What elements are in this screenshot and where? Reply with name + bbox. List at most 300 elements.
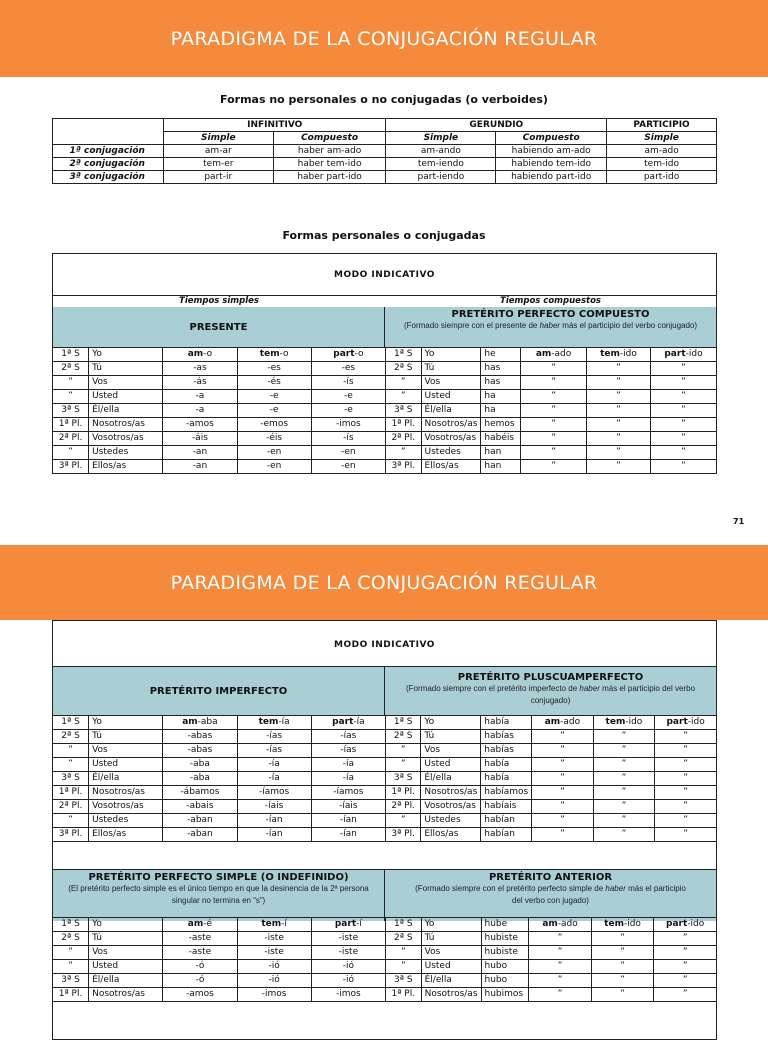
person-number: 1ª Pl. <box>386 786 421 800</box>
verb-form: -iste <box>237 946 311 960</box>
verb-form: tem-ido <box>586 348 650 362</box>
person-number: 3ª S <box>386 772 421 786</box>
pronoun: Nosotros/as <box>89 786 163 800</box>
pronoun: Él/ella <box>421 974 481 988</box>
verb-form: am-ado <box>521 348 587 362</box>
pronoun: Ustedes <box>421 814 481 828</box>
imperfecto-grid <box>52 715 386 842</box>
verb-form: -ías <box>237 730 311 744</box>
verb-form: ” <box>529 932 591 946</box>
verb-form: ” <box>650 460 716 474</box>
verb-form: ” <box>521 404 587 418</box>
table-row <box>53 814 386 828</box>
verb-form: part-ido <box>654 918 717 932</box>
verb-form: -ió <box>311 974 385 988</box>
verb-form: ” <box>593 828 655 842</box>
verb-form: -ís <box>311 376 385 390</box>
banner-title: PARADIGMA DE LA CONJUGACIÓN REGULAR <box>170 27 598 50</box>
person-number: 2ª S <box>53 730 89 744</box>
person-number: 2ª S <box>53 932 89 946</box>
pronoun: Vos <box>89 946 163 960</box>
table-row <box>53 171 717 184</box>
pronoun: Él/ella <box>89 974 163 988</box>
verb-form: am-o <box>163 348 237 362</box>
verb-form: part-o <box>311 348 385 362</box>
verb-form: -aban <box>163 814 237 828</box>
verb-form: -a <box>163 390 237 404</box>
auxiliary: hube <box>481 918 529 932</box>
auxiliary: has <box>481 376 521 390</box>
table-row <box>386 432 717 446</box>
table-row <box>53 460 386 474</box>
table-row <box>53 390 386 404</box>
person-number: 3ª Pl. <box>386 828 421 842</box>
table-cell: habiendo tem-ido <box>496 158 607 171</box>
auxiliary: había <box>481 758 532 772</box>
table-row <box>386 772 717 786</box>
table-row <box>386 362 717 376</box>
person-number: 1ª Pl. <box>386 418 422 432</box>
subheader: Compuesto <box>273 132 386 145</box>
person-number: ” <box>386 814 421 828</box>
perfecto-simple-grid <box>52 917 386 1002</box>
presente-grid <box>52 347 386 474</box>
corner-cell <box>53 119 164 145</box>
person-number: 1ª Pl. <box>53 786 89 800</box>
verb-form: -ó <box>163 974 237 988</box>
verb-form: -ía <box>311 772 385 786</box>
verb-form: -en <box>311 446 385 460</box>
verb-form: -éis <box>237 432 311 446</box>
row-label: 2ª conjugación <box>53 158 164 171</box>
subheader: Compuesto <box>496 132 607 145</box>
verb-form: ” <box>654 932 717 946</box>
verb-form: part-í <box>311 918 385 932</box>
verb-form: -ás <box>163 376 237 390</box>
pluscuamperfecto-note: (Formado siempre con el pretérito imperfecto de haber más el participio del verbo conjugado) <box>405 684 696 705</box>
section-title-no-personales: Formas no personales o no conjugadas (o verboides) <box>220 93 548 106</box>
table-row <box>53 772 386 786</box>
verb-form: -ábamos <box>163 786 237 800</box>
pronoun: Vos <box>421 376 481 390</box>
table-cell: part-ido <box>607 171 717 184</box>
verb-form: -es <box>311 362 385 376</box>
verb-form: am-ado <box>529 918 591 932</box>
person-number: ” <box>53 814 89 828</box>
table-modo-indicativo-1 <box>52 253 717 474</box>
person-number: 1ª S <box>53 348 89 362</box>
verb-form: ” <box>654 960 717 974</box>
verb-form: ” <box>529 974 591 988</box>
verb-form: am-ado <box>532 716 593 730</box>
auxiliary: habían <box>481 814 532 828</box>
table-modo-indicativo-2 <box>52 620 717 1040</box>
verb-form: ” <box>655 744 717 758</box>
person-number: ” <box>53 758 89 772</box>
pronoun: Nosotros/as <box>89 988 163 1002</box>
verb-form: ” <box>532 828 593 842</box>
person-number: 3ª S <box>53 404 89 418</box>
verb-form: tem-ido <box>591 918 654 932</box>
auxiliary: has <box>481 362 521 376</box>
perfecto-compuesto-header <box>385 307 716 347</box>
imperfecto-title: PRETÉRITO IMPERFECTO <box>149 686 288 697</box>
person-number: ” <box>386 446 422 460</box>
person-number: ” <box>53 946 89 960</box>
person-number: ” <box>386 946 422 960</box>
table-row <box>53 918 386 932</box>
verb-form: ” <box>532 730 593 744</box>
table-row <box>386 418 717 432</box>
table-row <box>53 376 386 390</box>
verb-form: ” <box>654 946 717 960</box>
person-number: 1ª Pl. <box>53 988 89 1002</box>
verb-form: tem-ido <box>593 716 655 730</box>
pluscuamperfecto-header <box>385 666 716 716</box>
verb-form: ” <box>591 946 654 960</box>
auxiliary: ha <box>481 404 521 418</box>
pronoun: Vosotros/as <box>89 432 163 446</box>
verb-form: -amos <box>163 418 237 432</box>
table-row <box>386 390 717 404</box>
pronoun: Vos <box>89 376 163 390</box>
imperfecto-header <box>53 666 385 716</box>
verb-form: tem-ía <box>237 716 311 730</box>
person-number: 2ª Pl. <box>53 800 89 814</box>
person-number: 2ª S <box>386 932 422 946</box>
verb-form: part-ido <box>655 716 717 730</box>
page-banner <box>0 0 768 77</box>
pronoun: Usted <box>421 390 481 404</box>
verb-form: -en <box>237 460 311 474</box>
verb-form: -en <box>237 446 311 460</box>
verb-form: part-ido <box>650 348 716 362</box>
modo-title: MODO INDICATIVO <box>334 640 435 650</box>
auxiliary: habían <box>481 828 532 842</box>
verb-form: -amos <box>163 988 237 1002</box>
verb-form: ” <box>586 376 650 390</box>
verb-form: ” <box>521 376 587 390</box>
verb-form: -abas <box>163 730 237 744</box>
anterior-note: (Formado siempre con el pretérito perfecto simple de haber más el participio del verbo con jugado) <box>415 884 686 905</box>
verb-form: ” <box>532 772 593 786</box>
verb-form: -ís <box>311 432 385 446</box>
verb-form: -ió <box>311 960 385 974</box>
verb-form: ” <box>521 390 587 404</box>
verb-form: ” <box>593 786 655 800</box>
subheader: Simple <box>386 132 496 145</box>
table-cell: haber am-ado <box>273 145 386 158</box>
verb-form: ” <box>529 946 591 960</box>
verb-form: -aste <box>163 946 237 960</box>
verb-form: ” <box>650 432 716 446</box>
auxiliary: he <box>481 348 521 362</box>
table-row <box>53 716 386 730</box>
table-cell: am-ar <box>163 145 273 158</box>
person-number: 3ª Pl. <box>53 460 89 474</box>
verb-form: ” <box>593 772 655 786</box>
row-label: 1ª conjugación <box>53 145 164 158</box>
pronoun: Nosotros/as <box>89 418 163 432</box>
person-number: 1ª S <box>386 918 422 932</box>
table-row <box>386 946 717 960</box>
verb-form: ” <box>593 800 655 814</box>
verb-form: -en <box>311 460 385 474</box>
verb-form: part-ía <box>311 716 385 730</box>
pronoun: Tú <box>89 932 163 946</box>
verb-form: -íais <box>237 800 311 814</box>
pronoun: Él/ella <box>89 772 163 786</box>
verb-form: am-é <box>163 918 237 932</box>
verb-form: -abais <box>163 800 237 814</box>
auxiliary: habías <box>481 730 532 744</box>
verb-form: ” <box>529 988 591 1002</box>
verb-form: ” <box>591 932 654 946</box>
verb-form: ” <box>521 418 587 432</box>
person-number: ” <box>386 390 422 404</box>
pronoun: Yo <box>421 918 481 932</box>
person-number: ” <box>53 390 89 404</box>
verb-form: -ían <box>311 828 385 842</box>
pronoun: Ustedes <box>89 814 163 828</box>
verb-form: ” <box>591 988 654 1002</box>
table-row <box>386 730 717 744</box>
verb-form: ” <box>586 460 650 474</box>
verb-form: ” <box>586 418 650 432</box>
verb-form: ” <box>532 814 593 828</box>
section-title-personales: Formas personales o conjugadas <box>282 229 486 242</box>
verb-form: -ían <box>311 814 385 828</box>
pronoun: Vos <box>89 744 163 758</box>
perfecto-compuesto-note: (Formado siempre con el presente de haber más el participio del verbo conjugado) <box>403 321 698 330</box>
verb-form: -imos <box>311 418 385 432</box>
verb-form: ” <box>650 446 716 460</box>
table-row <box>53 432 386 446</box>
verb-form: -íais <box>311 800 385 814</box>
tiempos-simples-label: Tiempos simples <box>179 296 259 306</box>
pronoun: Ellos/as <box>421 828 481 842</box>
verb-form: ” <box>650 362 716 376</box>
verb-form: ” <box>586 404 650 418</box>
perfecto-simple-title: PRETÉRITO PERFECTO SIMPLE (O INDEFINIDO) <box>88 872 349 883</box>
table-row <box>53 932 386 946</box>
verb-form: -aban <box>163 828 237 842</box>
verb-form: -aba <box>163 772 237 786</box>
pronoun: Vosotros/as <box>421 800 481 814</box>
pronoun: Tú <box>421 730 481 744</box>
pronoun: Yo <box>89 348 163 362</box>
pronoun: Ustedes <box>421 446 481 460</box>
table-cell: tem-iendo <box>386 158 496 171</box>
pronoun: Yo <box>89 716 163 730</box>
verb-form: am-aba <box>163 716 237 730</box>
verb-form: ” <box>593 758 655 772</box>
table-row <box>53 960 386 974</box>
person-number: 2ª Pl. <box>386 800 421 814</box>
subheader: Simple <box>163 132 273 145</box>
pronoun: Yo <box>89 918 163 932</box>
verb-form: ” <box>521 362 587 376</box>
person-number: 3ª S <box>386 404 422 418</box>
auxiliary: hemos <box>481 418 521 432</box>
modo-title: MODO INDICATIVO <box>334 270 435 280</box>
verb-form: -ó <box>163 960 237 974</box>
verb-form: -és <box>237 376 311 390</box>
person-number: 3ª S <box>386 974 422 988</box>
person-number: 3ª Pl. <box>53 828 89 842</box>
verb-form: ” <box>655 786 717 800</box>
verb-form: -ía <box>237 772 311 786</box>
verb-form: -ían <box>237 828 311 842</box>
table-row <box>386 446 717 460</box>
verb-form: -ías <box>311 744 385 758</box>
table-row <box>53 828 386 842</box>
pronoun: Tú <box>89 362 163 376</box>
verb-form: ” <box>593 744 655 758</box>
verb-form: ” <box>529 960 591 974</box>
verb-form: -emos <box>237 418 311 432</box>
table-row <box>53 744 386 758</box>
verb-form: ” <box>593 730 655 744</box>
verb-form: -áis <box>163 432 237 446</box>
verb-form: ” <box>586 362 650 376</box>
verb-form: -ió <box>237 960 311 974</box>
verb-form: ” <box>650 418 716 432</box>
table-cell: haber part-ido <box>273 171 386 184</box>
person-number: ” <box>386 376 422 390</box>
pronoun: Usted <box>89 390 163 404</box>
pronoun: Ustedes <box>89 446 163 460</box>
verb-form: -imos <box>311 988 385 1002</box>
verb-form: -a <box>163 404 237 418</box>
pluscuamperfecto-title: PRETÉRITO PLUSCUAMPERFECTO <box>457 672 644 683</box>
person-number: 2ª Pl. <box>53 432 89 446</box>
verb-form: ” <box>532 758 593 772</box>
pronoun: Usted <box>89 758 163 772</box>
verb-form: -e <box>237 390 311 404</box>
table-row <box>386 828 717 842</box>
table-row <box>53 988 386 1002</box>
verb-form: -e <box>311 390 385 404</box>
perfecto-simple-note: (El pretérito perfecto simple es el único tiempo en que la desinencia de la 2ª persona singular no termina en “s”) <box>68 884 369 905</box>
table-row <box>53 418 386 432</box>
anterior-grid <box>385 917 717 1002</box>
page-banner <box>0 545 768 620</box>
pronoun: Vosotros/as <box>89 800 163 814</box>
presente-title: PRESENTE <box>189 321 248 333</box>
verb-form: ” <box>586 432 650 446</box>
verb-form: -as <box>163 362 237 376</box>
verb-form: -an <box>163 460 237 474</box>
verb-form: ” <box>655 828 717 842</box>
verb-form: ” <box>654 974 717 988</box>
table-no-personales <box>52 118 717 184</box>
table-row <box>386 960 717 974</box>
person-number: 3ª S <box>53 772 89 786</box>
auxiliary: hubo <box>481 974 529 988</box>
verb-form: ” <box>655 800 717 814</box>
table-cell: am-ando <box>386 145 496 158</box>
auxiliary: había <box>481 772 532 786</box>
person-number: 3ª Pl. <box>386 460 422 474</box>
pronoun: Vos <box>421 946 481 960</box>
verb-form: ” <box>521 460 587 474</box>
auxiliary: habéis <box>481 432 521 446</box>
auxiliary: habíamos <box>481 786 532 800</box>
verb-form: -ían <box>237 814 311 828</box>
verb-form: ” <box>650 376 716 390</box>
verb-form: -íamos <box>237 786 311 800</box>
verb-form: ” <box>650 404 716 418</box>
table-row <box>53 446 386 460</box>
pronoun: Él/ella <box>421 404 481 418</box>
verb-form: ” <box>655 814 717 828</box>
table-row <box>53 758 386 772</box>
verb-form: ” <box>521 446 587 460</box>
verb-form: ” <box>593 814 655 828</box>
verb-form: -es <box>237 362 311 376</box>
verb-form: ” <box>655 730 717 744</box>
person-number: 2ª S <box>386 362 422 376</box>
tiempos-compuestos-label: Tiempos compuestos <box>500 296 601 306</box>
verb-form: -abas <box>163 744 237 758</box>
auxiliary: ha <box>481 390 521 404</box>
verb-form: tem-í <box>237 918 311 932</box>
pronoun: Yo <box>421 716 481 730</box>
verb-form: ” <box>655 772 717 786</box>
table-cell: habiendo am-ado <box>496 145 607 158</box>
pronoun: Nosotros/as <box>421 988 481 1002</box>
verb-form: -aste <box>163 932 237 946</box>
person-number: ” <box>386 744 421 758</box>
pronoun: Tú <box>421 932 481 946</box>
verb-form: -imos <box>237 988 311 1002</box>
verb-form: -ías <box>237 744 311 758</box>
perfecto-compuesto-title: PRETÉRITO PERFECTO COMPUESTO <box>451 309 650 320</box>
person-number: ” <box>53 376 89 390</box>
person-number: ” <box>53 960 89 974</box>
person-number: ” <box>53 446 89 460</box>
table-row <box>386 758 717 772</box>
table-row <box>53 946 386 960</box>
table-row <box>386 716 717 730</box>
table-row <box>386 974 717 988</box>
auxiliary: había <box>481 716 532 730</box>
verb-form: -ías <box>311 730 385 744</box>
table-cell: am-ado <box>607 145 717 158</box>
person-number: ” <box>53 744 89 758</box>
verb-form: -iste <box>311 946 385 960</box>
header-gerundio: GERUNDIO <box>386 119 607 132</box>
verb-form: -ía <box>311 758 385 772</box>
auxiliary: han <box>481 460 521 474</box>
table-cell: habiendo part-ido <box>496 171 607 184</box>
anterior-header <box>385 869 716 921</box>
table-row <box>386 800 717 814</box>
table-row <box>53 786 386 800</box>
verb-form: ” <box>654 988 717 1002</box>
banner-title: PARADIGMA DE LA CONJUGACIÓN REGULAR <box>170 571 598 594</box>
pronoun: Vos <box>421 744 481 758</box>
pronoun: Ellos/as <box>421 460 481 474</box>
table-row <box>386 376 717 390</box>
table-cell: part-iendo <box>386 171 496 184</box>
table-row <box>53 974 386 988</box>
verb-form: ” <box>591 974 654 988</box>
table-row <box>386 932 717 946</box>
verb-form: ” <box>532 786 593 800</box>
person-number: 1ª S <box>53 716 89 730</box>
